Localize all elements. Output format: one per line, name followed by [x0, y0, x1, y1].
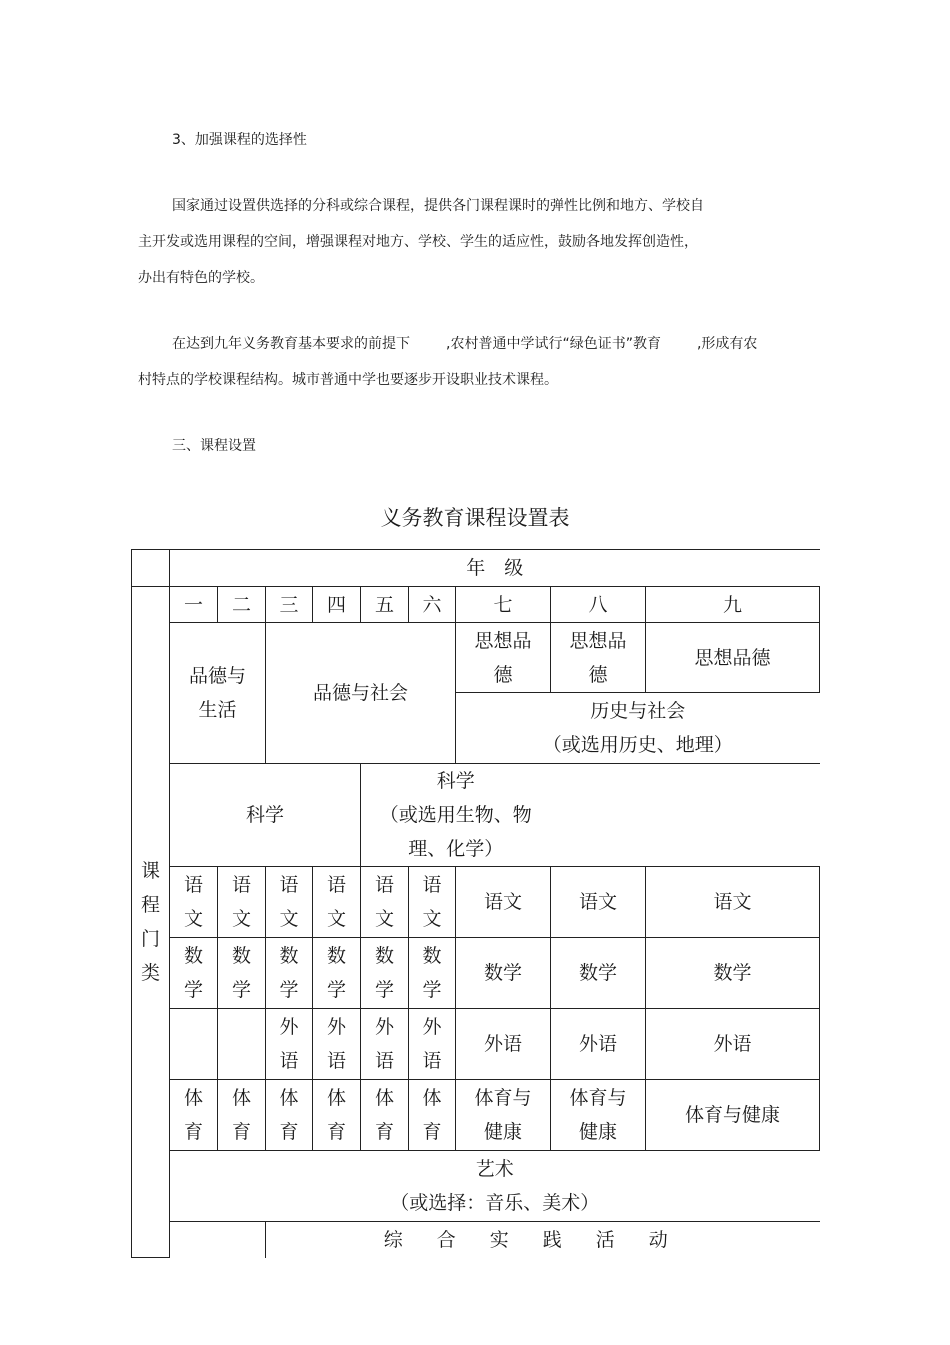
- pe-health-cell: 体育与 健康: [456, 1080, 551, 1151]
- foreign-language-cell: 外语: [646, 1009, 820, 1080]
- paragraph-line: [138, 326, 818, 362]
- chinese-cell: 语 文: [170, 867, 218, 938]
- arts-cell: 艺术 （或选择：音乐、美术）: [170, 1151, 820, 1222]
- math-cell: 数 学: [361, 938, 409, 1009]
- paragraph-segment: ,形成有农: [696, 336, 758, 352]
- heading-text: 3、加强课程的选择性: [172, 132, 307, 148]
- ideology-cell: 思想品 德: [456, 623, 551, 693]
- empty-cell: [218, 1009, 266, 1080]
- chinese-cell: 语 文: [361, 867, 409, 938]
- morality-life-cell: 品德与 生活: [170, 623, 266, 764]
- ideology-cell: 思想品 德: [551, 623, 646, 693]
- paragraph-rural-schools: [138, 326, 818, 398]
- math-cell: 数 学: [218, 938, 266, 1009]
- paragraph-segment: ,农村普通中学试行“绿色证书”教育: [446, 336, 661, 352]
- foreign-language-cell: 外 语: [266, 1009, 313, 1080]
- foreign-language-cell: 外 语: [409, 1009, 456, 1080]
- empty-cell: [170, 1009, 218, 1080]
- category-label: [132, 587, 170, 1258]
- history-society-cell: 历史与社会 （或选用历史、地理）: [456, 693, 820, 764]
- chinese-cell: 语 文: [218, 867, 266, 938]
- paragraph-segment: 在达到九年义务教育基本要求的前提下: [172, 336, 410, 352]
- math-cell: 数学: [646, 938, 820, 1009]
- grade-cell: 一: [170, 587, 218, 623]
- paragraph-line: 主开发或选用课程的空间，增强课程对地方、学校、学生的适应性，鼓励各地发挥创造性，: [138, 234, 698, 250]
- paragraph-line: 办出有特色的学校。: [138, 270, 264, 286]
- activities-cell: [266, 1222, 820, 1258]
- science-cell: 科学: [170, 764, 361, 867]
- math-cell: 数 学: [266, 938, 313, 1009]
- section-heading-course-setup: [138, 428, 818, 464]
- math-cell: 数 学: [170, 938, 218, 1009]
- grade-cell: 七: [456, 587, 551, 623]
- chinese-cell: 语文: [456, 867, 551, 938]
- morality-society-cell: 品德与社会: [266, 623, 456, 764]
- category-label-text: 课 程 门 类: [140, 860, 160, 984]
- heading-text: 三、课程设置: [172, 438, 256, 454]
- chinese-cell: 语 文: [313, 867, 361, 938]
- math-cell: 数学: [551, 938, 646, 1009]
- grade-cell: 三: [266, 587, 313, 623]
- course-table: [131, 549, 820, 1258]
- math-cell: 数学: [456, 938, 551, 1009]
- pe-cell: 体 育: [409, 1080, 456, 1151]
- pe-cell: 体 育: [218, 1080, 266, 1151]
- pe-cell: 体 育: [266, 1080, 313, 1151]
- math-cell: 数 学: [313, 938, 361, 1009]
- chinese-cell: 语文: [551, 867, 646, 938]
- foreign-language-cell: 外 语: [361, 1009, 409, 1080]
- paragraph-line: 国家通过设置供选择的分科或综合课程，提供各门课程课时的弹性比例和地方、学校自: [172, 198, 704, 214]
- grade-cell: 四: [313, 587, 361, 623]
- math-cell: 数 学: [409, 938, 456, 1009]
- ideology-cell: 思想品德: [646, 623, 820, 693]
- grade-cell: 八: [551, 587, 646, 623]
- chinese-cell: 语文: [646, 867, 820, 938]
- grade-cell: 九: [646, 587, 820, 623]
- paragraph-line: 村特点的学校课程结构。城市普通中学也要逐步开设职业技术课程。: [138, 372, 558, 388]
- pe-cell: 体 育: [313, 1080, 361, 1151]
- chinese-cell: 语 文: [409, 867, 456, 938]
- foreign-language-cell: 外语: [551, 1009, 646, 1080]
- grade-header: 年 级: [170, 550, 820, 587]
- grade-cell: 六: [409, 587, 456, 623]
- corner-cell: [132, 550, 170, 587]
- foreign-language-cell: 外语: [456, 1009, 551, 1080]
- chinese-cell: 语 文: [266, 867, 313, 938]
- pe-health-cell: 体育与 健康: [551, 1080, 646, 1151]
- pe-cell: 体 育: [170, 1080, 218, 1151]
- table-title: 义务教育课程设置表: [380, 506, 570, 530]
- empty-cell: [170, 1222, 266, 1258]
- activities-text: 综合实践活动: [383, 1228, 702, 1251]
- pe-health-cell: 体育与健康: [646, 1080, 820, 1151]
- grade-cell: 二: [218, 587, 266, 623]
- paragraph-curriculum-choice: [138, 188, 818, 296]
- science-cell: 科学 （或选用生物、物理、化学）: [361, 764, 551, 867]
- foreign-language-cell: 外 语: [313, 1009, 361, 1080]
- section-heading-selectivity: [138, 122, 818, 158]
- grade-cell: 五: [361, 587, 409, 623]
- pe-cell: 体 育: [361, 1080, 409, 1151]
